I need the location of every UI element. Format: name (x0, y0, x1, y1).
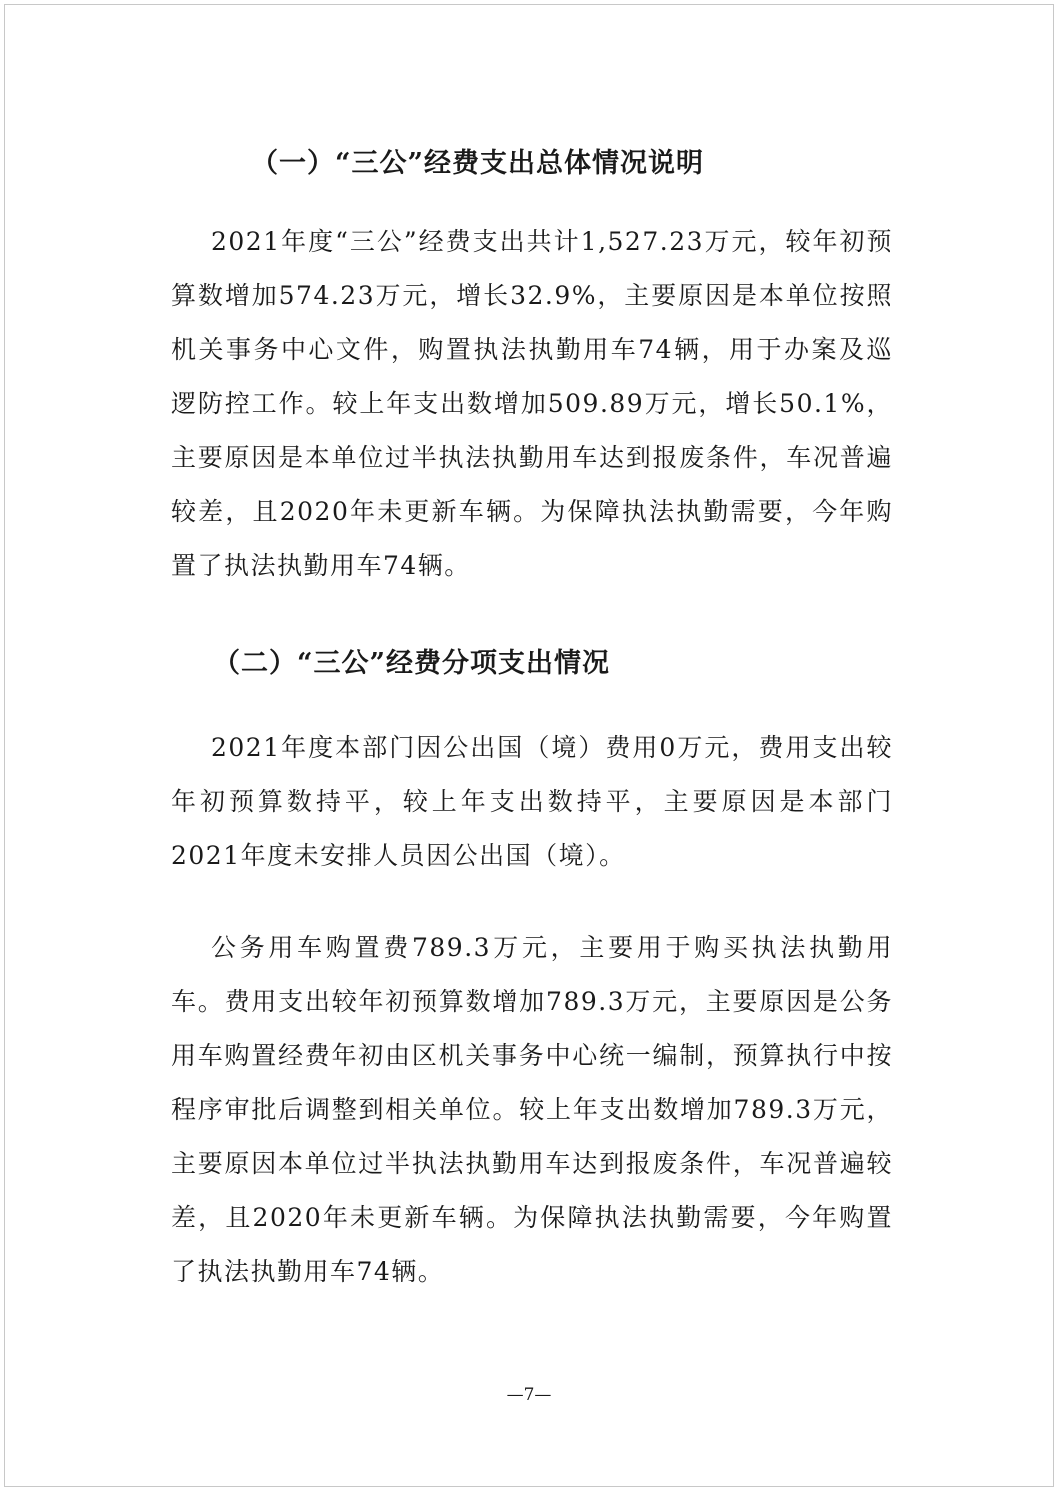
paragraph-overseas-travel: 2021年度本部门因公出国（境）费用0万元，费用支出较年初预算数持平，较上年支出数持平，主要原因是本部门2021年度未安排人员因公出国（境）。 (171, 733, 893, 870)
document-page (4, 4, 1054, 1487)
paragraph-overall-summary: 2021年度“三公”经费支出共计1,527.23万元，较年初预算数增加574.23万元，增长32.9%，主要原因是本单位按照机关事务中心文件，购置执法执勤用车74辆，用于办案及巡逻防控工作。较上年支出数增加509.89万元，增长50.1%，主要原因是本单位过半执法执勤用车达到报废条件，车况普遍较差，且2020年未更新车辆。为保障执法执勤需要，今年购置了执法执勤用车74辆。 (171, 227, 893, 580)
document-body (171, 145, 893, 1299)
section-heading-itemized: （二）“三公”经费分项支出情况 (213, 648, 611, 679)
section-heading-overall: （一）“三公”经费支出总体情况说明 (251, 148, 705, 179)
page-number: —7— (506, 1385, 552, 1405)
paragraph-vehicle-purchase: 公务用车购置费789.3万元，主要用于购买执法执勤用车。费用支出较年初预算数增加789.3万元，主要原因是公务用车购置经费年初由区机关事务中心统一编制，预算执行中按程序审批后调整到相关单位。较上年支出数增加789.3万元，主要原因本单位过半执法执勤用车达到报废条件，车况普遍较差，且2020年未更新车辆。为保障执法执勤需要，今年购置了执法执勤用车74辆。 (171, 933, 893, 1286)
